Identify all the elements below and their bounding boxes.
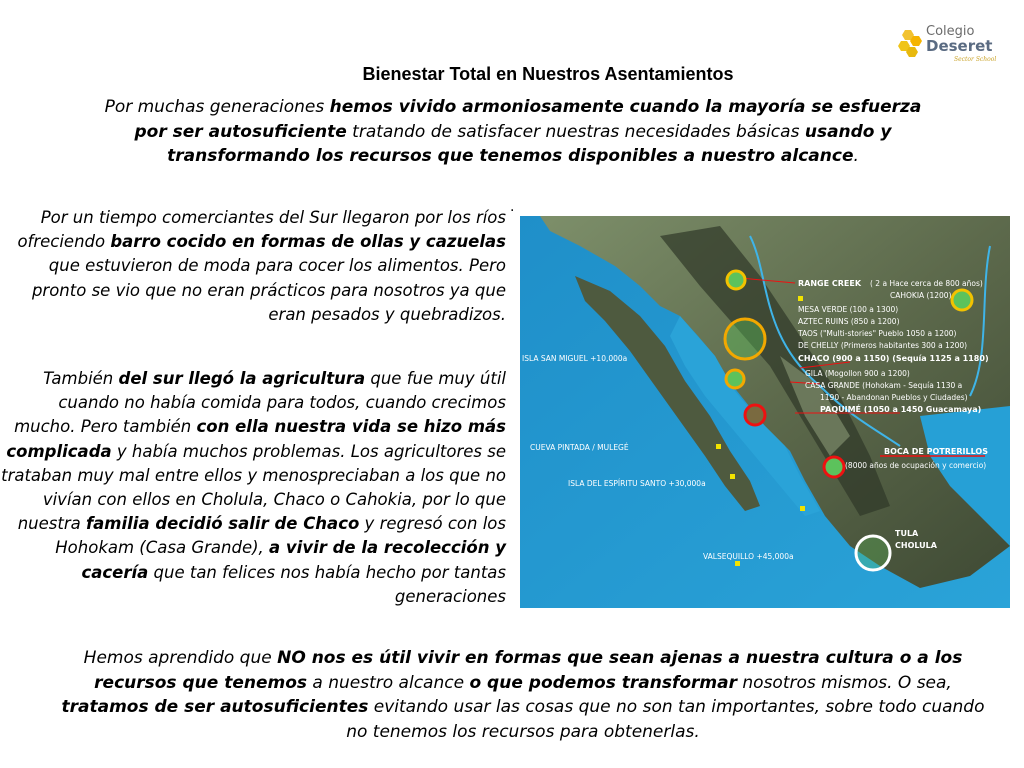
- logo-tagline: Sector School: [954, 56, 997, 63]
- logo-line-1: Colegio: [926, 24, 975, 39]
- logo-line-2: Deseret: [926, 37, 993, 55]
- label-mesa-verde: MESA VERDE (100 a 1300): [798, 305, 899, 314]
- label-cahokia: CAHOKIA (1200): [890, 291, 952, 300]
- label-aztec: AZTEC RUINS (850 a 1200): [798, 317, 900, 326]
- label-cholula: CHOLULA: [895, 541, 937, 550]
- intro-paragraph: Por muchas generaciones hemos vivido armoniosamente cuando la mayoría se esfuerza por ser autosuficiente tratando de satisfacer nuestras necesidades básicas usando y transformando los recursos que tenemos disponibles a nuestro alcance.: [104, 97, 922, 166]
- stray-dot: .: [510, 199, 515, 215]
- label-boca-potrerillos: BOCA DE POTRERILLOS: [884, 447, 988, 456]
- page-title: Bienestar Total en Nuestros Asentamientos: [362, 64, 734, 84]
- label-de-chelly: DE CHELLY (Primeros habitantes 300 a 1200): [798, 341, 968, 350]
- label-tula: TULA: [895, 529, 919, 538]
- label-valsequillo: VALSEQUILLO +45,000a: [703, 552, 794, 561]
- label-chaco: CHACO (900 a 1150) (Sequía 1125 a 1180): [798, 354, 989, 363]
- label-isla-san-miguel: ISLA SAN MIGUEL +10,000a: [522, 354, 628, 363]
- label-isla-espiritu-santo: ISLA DEL ESPÍRITU SANTO +30,000a: [568, 479, 706, 488]
- settlements-map: [520, 216, 1010, 608]
- hexagon-cluster-icon: [896, 28, 926, 60]
- label-range-creek: RANGE CREEK: [798, 279, 862, 288]
- label-casa-grande-2: 1190 - Abandonan Pueblos y Ciudades): [820, 393, 968, 402]
- label-range-creek-note: ( 2 a Hace cerca de 800 años): [870, 279, 983, 288]
- label-taos: TAOS ("Multi-stories" Pueblo 1050 a 1200): [798, 329, 957, 338]
- conclusion-paragraph: Hemos aprendido que NO nos es útil vivir en formas que sean ajenas a nuestra cultura o a los recursos que tenemos a nuestro alcance o que podemos transformar nosotros mismos. O sea, tratamos de ser autosuficientes evitando usar las cosas que no son tan importantes, sobre todo cuando no tenemos los recursos para obtenerlas.: [61, 648, 985, 742]
- colegio-deseret-logo: [896, 22, 1006, 64]
- label-cueva-pintada: CUEVA PINTADA / MULEGÉ: [530, 443, 629, 452]
- label-paquime: PAQUIMÉ (1050 a 1450 Guacamaya): [820, 405, 982, 414]
- label-casa-grande: CASA GRANDE (Hohokam - Sequía 1130 a: [805, 381, 963, 390]
- label-gila: GILA (Mogollon 900 a 1200): [805, 369, 910, 378]
- label-boca-note: (8000 años de ocupación y comercio): [845, 461, 987, 470]
- left-paragraph-1: Por un tiempo comerciantes del Sur llegaron por los ríos ofreciendo barro cocido en formas de ollas y cazuelas que estuvieron de moda para cocer los alimentos. Pero pronto se vio que no eran prácticos para nosotros ya que eran pesados y quebradizos.: [17, 208, 506, 324]
- left-paragraph-2: También del sur llegó la agricultura que fue muy útil cuando no había comida para todos, cuando crecimos mucho. Pero también con ella nuestra vida se hizo más complicada y había muchos problemas. Los agricultores se trataban muy mal entre ellos y menospreciaban a los que no vivían con ellos en Cholula, Chaco o Cahokia, por lo que nuestra familia decidió salir de Chaco y regresó con los Hohokam (Casa Grande), a vivir de la recolección y cacería que tan felices nos había hecho por tantas generaciones: [1, 369, 506, 606]
